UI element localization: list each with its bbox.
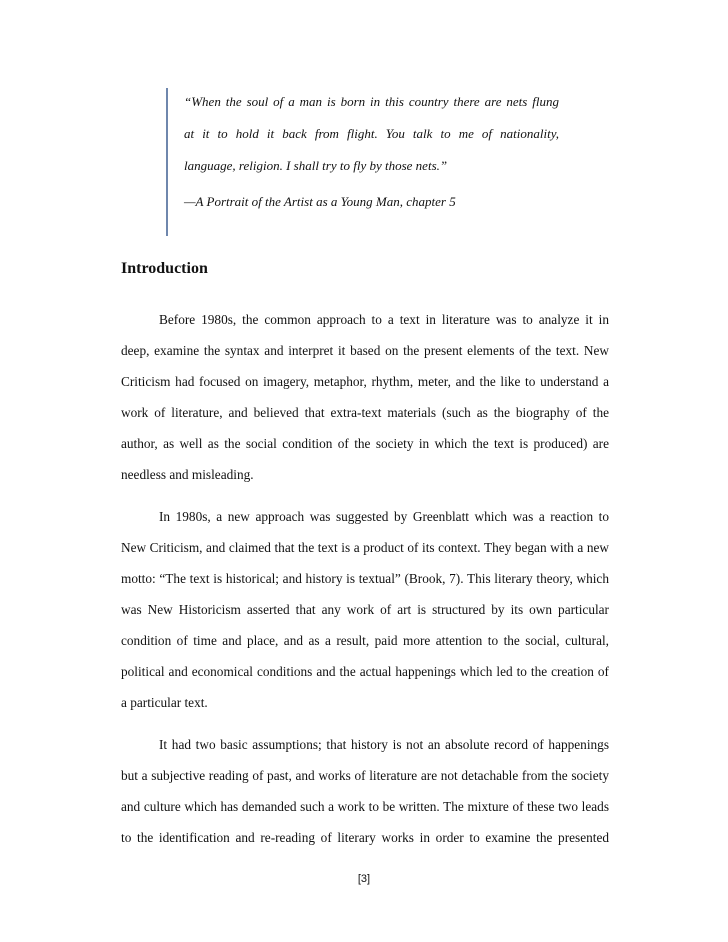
paragraph-line: to the identification and re-reading of literary works in order to examine the presented — [121, 830, 609, 845]
epigraph-line: “When the soul of a man is born in this country there are nets flung — [184, 94, 559, 109]
paragraph-line: It had two basic assumptions; that history is not an absolute record of happenings — [159, 737, 609, 752]
paragraph-line: condition of time and place, and as a result, paid more attention to the social, cultural, — [121, 633, 609, 648]
paragraph-line: needless and misleading. — [121, 467, 254, 482]
paragraph-line: was New Historicism asserted that any work of art is structured by its own particular — [121, 602, 609, 617]
paragraph-line: work of literature, and believed that extra-text materials (such as the biography of the — [121, 405, 609, 420]
epigraph-line: at it to hold it back from flight. You talk to me of nationality, — [184, 126, 559, 141]
paragraph-line: Criticism had focused on imagery, metaphor, rhythm, meter, and the like to understand a — [121, 374, 609, 389]
paragraph-line: author, as well as the social condition of the society in which the text is produced) are — [121, 436, 609, 451]
paragraph-line: political and economical conditions and the actual happenings which led to the creation of — [121, 664, 609, 679]
paragraph-line: New Criticism, and claimed that the text is a product of its context. They began with a new — [121, 540, 609, 555]
epigraph-line: language, religion. I shall try to fly by those nets.” — [184, 158, 448, 173]
paragraph-line: motto: “The text is historical; and history is textual” (Brook, 7). This literary theory, which — [121, 571, 609, 586]
epigraph-attribution: —A Portrait of the Artist as a Young Man, chapter 5 — [184, 194, 456, 209]
epigraph-block — [166, 88, 566, 236]
section-heading: Introduction — [121, 260, 208, 277]
paragraph-line: but a subjective reading of past, and works of literature are not detachable from the society — [121, 768, 609, 783]
paragraph-line: deep, examine the syntax and interpret it based on the present elements of the text. New — [121, 343, 609, 358]
paragraph-line: a particular text. — [121, 695, 208, 710]
paragraph-line: In 1980s, a new approach was suggested by Greenblatt which was a reaction to — [159, 509, 609, 524]
page-number: [3] — [357, 873, 371, 885]
paragraph-line: and culture which has demanded such a work to be written. The mixture of these two leads — [121, 799, 609, 814]
paragraph-line: Before 1980s, the common approach to a text in literature was to analyze it in — [159, 312, 609, 327]
